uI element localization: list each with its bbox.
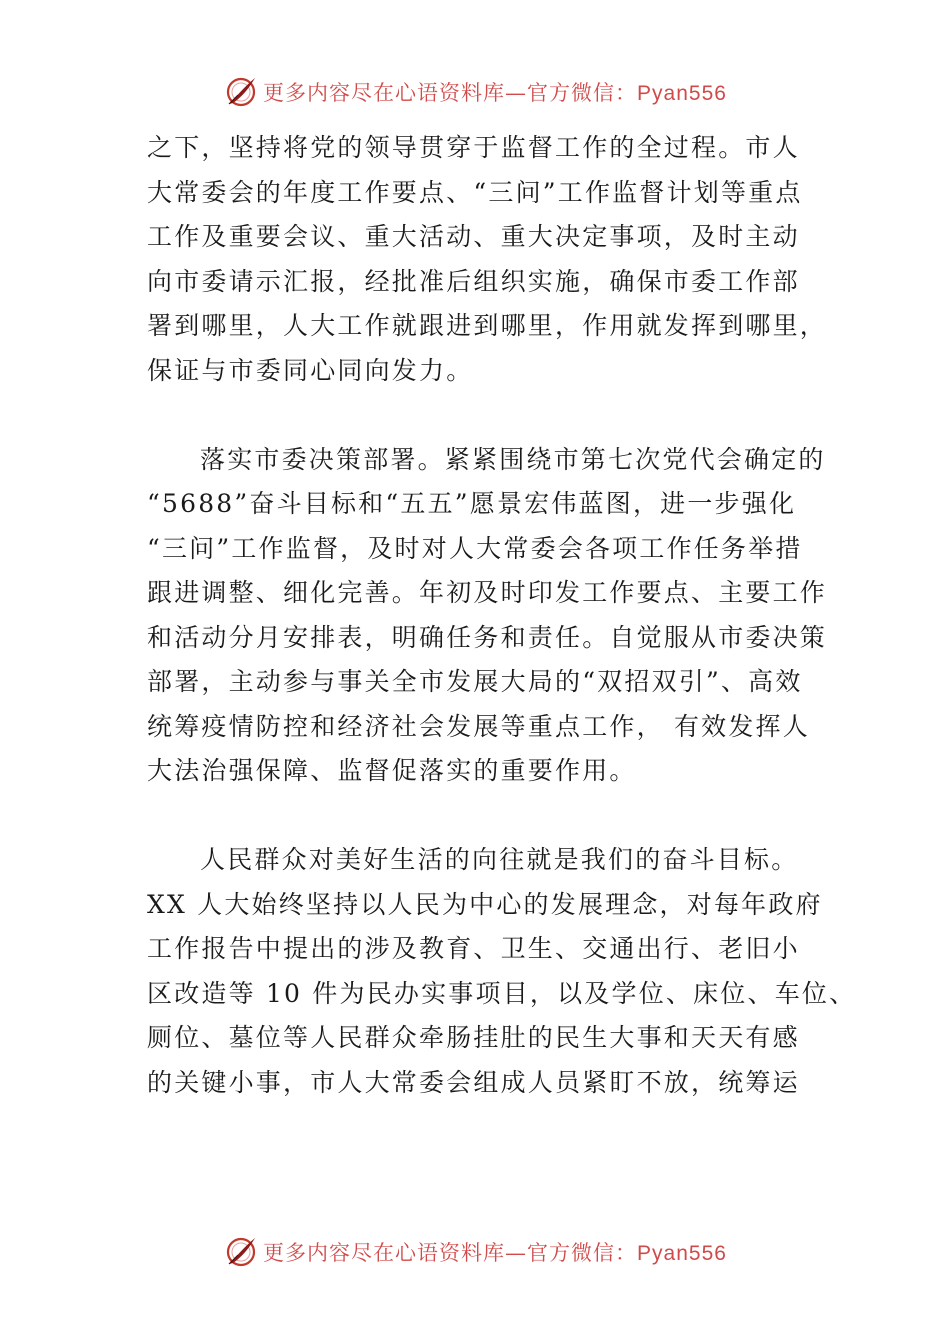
paragraph [147, 126, 827, 393]
text-line: 统筹疫情防控和经济社会发展等重点工作， 有效发挥人 [147, 711, 810, 741]
text-line: 工作报告中提出的涉及教育、卫生、交通出行、老旧小 [147, 934, 800, 963]
document-body [147, 126, 857, 1105]
text-line: 落实市委决策部署。紧紧围绕市第七次党代会确定的 [200, 444, 826, 474]
text-line: 区改造等 10 件为民办实事项目，以及学位、床位、车位、 [147, 978, 857, 1008]
header-banner [0, 72, 950, 112]
quill-logo-icon [223, 1234, 259, 1270]
footer-banner [0, 1232, 950, 1272]
banner-text: 更多内容尽在心语资料库—官方微信：Pyan556 [263, 81, 727, 105]
text-line: 署到哪里，人大工作就跟进到哪里，作用就发挥到哪里， [147, 311, 828, 340]
wechat-id: Pyan556 [637, 1242, 727, 1265]
paragraph [147, 438, 827, 794]
text-line: 和活动分月安排表，明确任务和责任。自觉服从市委决策 [147, 622, 828, 652]
text-line: 跟进调整、细化完善。年初及时印发工作要点、主要工作 [147, 578, 828, 607]
text-line: 之下，坚持将党的领导贯穿于监督工作的全过程。市人 [147, 133, 800, 162]
text-line: “三问”工作监督，及时对人大常委会各项工作任务举措 [147, 533, 803, 563]
text-line: 大常委会的年度工作要点、“三问”工作监督计划等重点 [147, 177, 803, 207]
text-line: 部署，主动参与事关全市发展大局的“双招双引”、高效 [147, 667, 803, 696]
paragraph-gap [147, 794, 827, 839]
text-line: 向市委请示汇报，经批准后组织实施，确保市委工作部 [147, 266, 800, 296]
text-line: 的关键小事，市人大常委会组成人员紧盯不放，统筹运 [147, 1067, 800, 1097]
quill-logo-icon [223, 74, 259, 110]
banner-text: 更多内容尽在心语资料库—官方微信：Pyan556 [263, 1241, 727, 1265]
text-line: 人民群众对美好生活的向往就是我们的奋斗目标。 [200, 845, 799, 874]
paragraph-gap [147, 393, 827, 438]
text-line: 大法治强保障、监督促落实的重要作用。 [147, 756, 637, 785]
text-line: 工作及重要会议、重大活动、重大决定事项，及时主动 [147, 222, 800, 251]
wechat-id: Pyan556 [637, 82, 727, 105]
text-line: “5688”奋斗目标和“五五”愿景宏伟蓝图，进一步强化 [147, 489, 797, 518]
text-line: XX 人大始终坚持以人民为中心的发展理念，对每年政府 [147, 889, 823, 919]
paragraph [147, 838, 857, 1105]
text-line: 保证与市委同心同向发力。 [147, 355, 474, 385]
text-line: 厕位、墓位等人民群众牵肠挂肚的民生大事和天天有感 [147, 1023, 800, 1052]
